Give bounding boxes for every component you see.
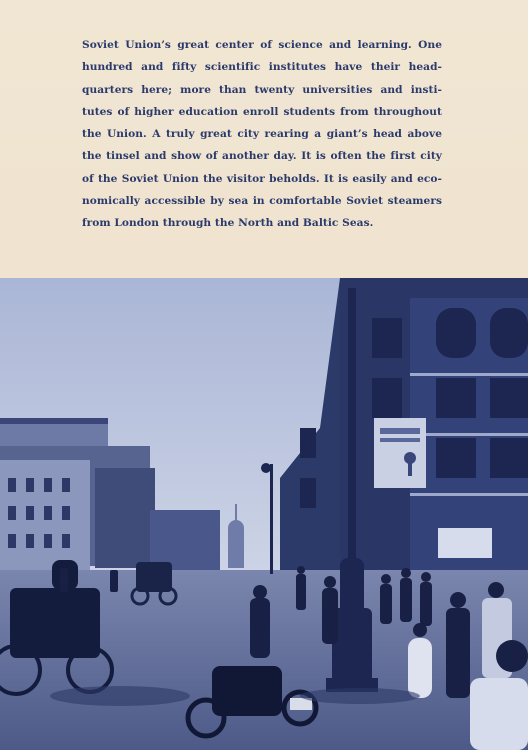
paragraph-line: the tinsel and show of another day. It is often the first city — [82, 150, 442, 163]
paragraph-line: from London through the North and Baltic Seas. — [82, 217, 374, 230]
paragraph-line: the Union. A truly great city rearing a giant’s head above — [82, 128, 442, 141]
body-paragraph — [82, 34, 442, 235]
street-photo-illustration — [0, 278, 528, 750]
shadow — [300, 688, 420, 704]
shop-awning — [438, 528, 492, 558]
paragraph-line: quarters here; more than twenty universities and insti- — [82, 83, 442, 96]
shadow — [50, 686, 190, 706]
paragraph-line: tutes of higher education enroll students from throughout — [82, 105, 442, 118]
street-photo — [0, 278, 528, 750]
paragraph-line: of the Soviet Union the visitor beholds. It is easily and eco- — [82, 172, 442, 185]
paragraph-line: hundred and fifty scientific institutes have their head- — [82, 61, 442, 74]
paragraph-line: Soviet Union’s great center of science and learning. One — [82, 39, 442, 51]
paragraph-line: nomically accessible by sea in comfortable Soviet steamers — [82, 195, 442, 208]
